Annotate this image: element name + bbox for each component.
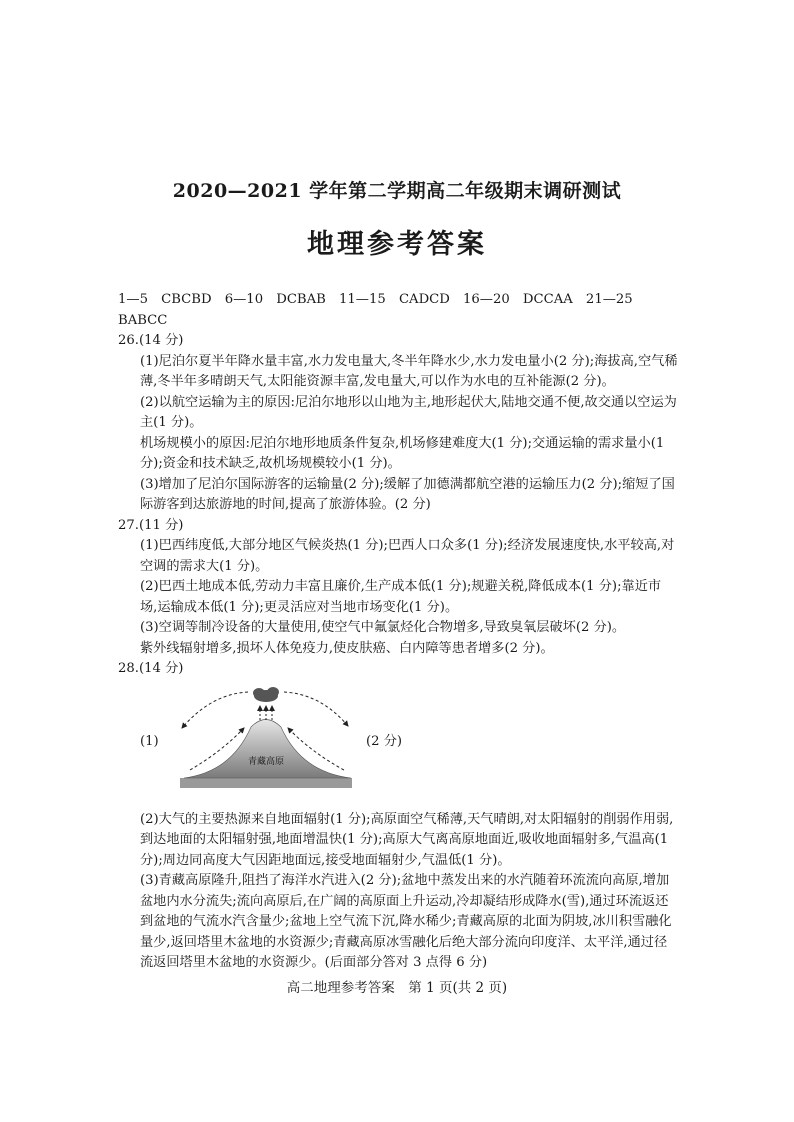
choice-answers: 1—5 CBCBD 6—10 DCBAB 11—15 CADCD 16—20 DCCAA 21—25 BABCC [118,292,646,328]
q26-part2: (2)以航空运输为主的原因:尼泊尔地形以山地为主,地形起伏大,陆地交通不便,故交通以空运为主(1 分)。 [140,394,677,430]
cloud-icon [253,687,279,702]
page-footer: 高二地理参考答案 第 1 页(共 2 页) [286,980,508,996]
q27-part3-extra: 紫外线辐射增多,损坏人体免疫力,使皮肤癌、白内障等患者增多(2 分)。 [140,640,554,656]
plateau-circulation-diagram [176,682,366,794]
q26-part3: (3)增加了尼泊尔国际游客的运输量(2 分);缓解了加德满都航空港的运输压力(2 分);缩短了国际游客到达旅游地的时间,提高了旅游体验。(2 分) [140,476,675,512]
ground-base [180,778,352,788]
page-subtitle: 地理参考答案 [307,229,487,260]
page-title: 2020—2021 学年第二学期高二年级期末调研测试 [172,180,622,202]
plateau-shape [184,719,351,778]
q28-heading: 28.(14 分) [118,661,184,676]
rising-air-arrows [260,706,272,720]
answer-content [118,290,678,974]
q28-diagram-row [118,682,678,804]
q26-part2-extra: 机场规模小的原因:尼泊尔地形地质条件复杂,机场修建难度大(1 分);交通运输的需求量小(1 分);资金和技术缺乏,故机场规模较小(1 分)。 [140,435,665,471]
q28-part3: (3)青藏高原隆升,阻挡了海洋水汽进入(2 分);盆地中蒸发出来的水汽随着环流流向高原,增加盆地内水分流失;流向高原后,在广阔的高原面上升运动,冷却凝结形成降水(雪),通过环流返还到盆地的气流水汽含量少;盆地上空气流下沉,降水稀少;青藏高原的北面为阴坡,冰川积雪融化量少,返回塔里木盆地的水资源少;青藏高原冰雪融化后绝大部分流向印度洋、太平洋,通过径流返回塔里木盆地的水资源少。(后面部分答对 3 点得 6 分) [140,873,672,970]
q27-part1: (1)巴西纬度低,大部分地区气候炎热(1 分);巴西人口众多(1 分);经济发展速度快,水平较高,对空调的需求大(1 分)。 [140,538,675,574]
q27-part3: (3)空调等制冷设备的大量使用,使空气中氟氯烃化合物增多,导致臭氧层破坏(2 分)。 [140,620,626,635]
q26-part1: (1)尼泊尔夏半年降水量丰富,水力发电量大,冬半年降水少,水力发电量小(2 分);海拔高,空气稀薄,冬半年多晴朗天气,太阳能资源丰富,发电量大,可以作为水电的互补能源(2 分)。 [140,353,678,389]
q27-part2: (2)巴西土地成本低,劳动力丰富且廉价,生产成本低(1 分);规避关税,降低成本(1 分);靠近市场,运输成本低(1 分);更灵活应对当地市场变化(1 分)。 [140,579,662,615]
q28-part2: (2)大气的主要热源来自地面辐射(1 分);高原面空气稀薄,天气晴朗,对太阳辐射的削弱作用弱,到达地面的太阳辐射强,地面增温快(1 分);高原大气离高原地面近,吸收地面辐射多,气温高(1 分);周边同高度大气因距地面远,接受地面辐射少,气温低(1 分)。 [140,811,674,868]
q27-heading: 27.(11 分) [118,517,184,533]
q28-part1-label: (1) [140,733,159,749]
q26-heading: 26.(14 分) [118,333,184,348]
q28-part1-score: (2 分) [366,733,403,749]
plateau-label: 青藏高原 [247,755,285,766]
